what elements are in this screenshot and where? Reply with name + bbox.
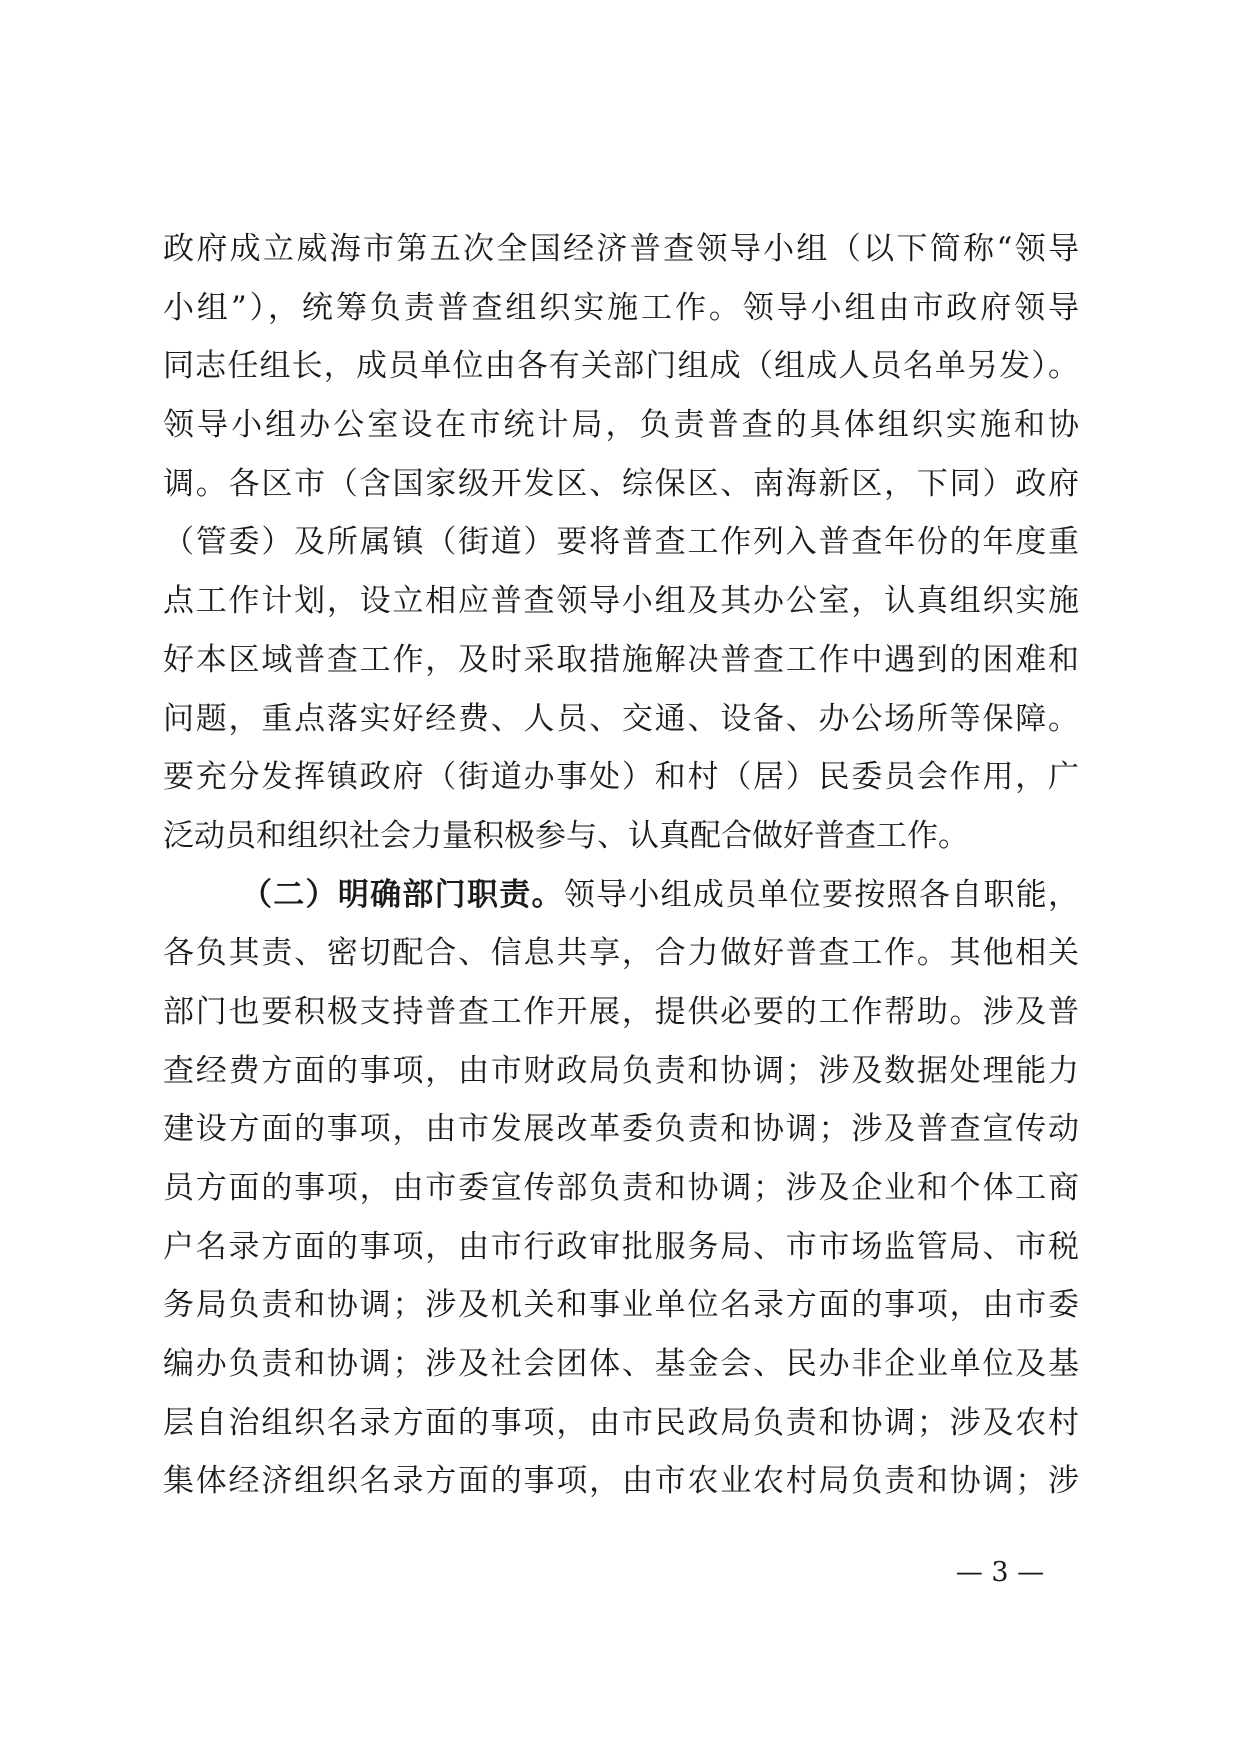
- section-2-line-8: 编办负责和协调；涉及社会团体、基金会、民办非企业单位及基: [163, 1346, 1079, 1383]
- section-2-line-7: 务局负责和协调；涉及机关和事业单位名录方面的事项，由市委: [163, 1287, 1079, 1324]
- section-2-heading: （二）明确部门职责。: [241, 876, 564, 913]
- section-2-first-line: [163, 866, 1079, 925]
- section-2-line-10: 集体经济组织名录方面的事项，由市农业农村局负责和协调；涉: [163, 1463, 1079, 1500]
- text-line-2: 小组”），统筹负责普查组织实施工作。领导小组由市政府领导: [163, 289, 1079, 326]
- text-line-7: 点工作计划，设立相应普查领导小组及其办公室，认真组织实施: [163, 583, 1079, 620]
- text-line-10: 要充分发挥镇政府（街道办事处）和村（居）民委员会作用，广: [163, 759, 1079, 796]
- section-2-line-1: 各负其责、密切配合、信息共享，合力做好普查工作。其他相关: [163, 935, 1079, 972]
- section-2-line-6: 户名录方面的事项，由市行政审批服务局、市市场监管局、市税: [163, 1228, 1079, 1265]
- text-line-4: 领导小组办公室设在市统计局，负责普查的具体组织实施和协: [163, 407, 1079, 444]
- document-body: [163, 220, 1079, 1511]
- text-line-6: （管委）及所属镇（街道）要将普查工作列入普查年份的年度重: [163, 524, 1079, 561]
- section-2-line-3: 查经费方面的事项，由市财政局负责和协调；涉及数据处理能力: [163, 1052, 1079, 1089]
- page-number: — 3 —: [955, 1557, 1045, 1588]
- text-line-5: 调。各区市（含国家级开发区、综保区、南海新区，下同）政府: [163, 465, 1079, 502]
- section-2-line-9: 层自治组织名录方面的事项，由市民政局负责和协调；涉及农村: [163, 1404, 1079, 1441]
- text-line-11: 泛动员和组织社会力量积极参与、认真配合做好普查工作。: [163, 817, 969, 854]
- section-2-first-line-text: 领导小组成员单位要按照各自职能，: [563, 876, 1079, 913]
- text-line-9: 问题，重点落实好经费、人员、交通、设备、办公场所等保障。: [163, 700, 1079, 737]
- section-2-line-4: 建设方面的事项，由市发展改革委负责和协调；涉及普查宣传动: [163, 1111, 1079, 1148]
- text-line-3: 同志任组长，成员单位由各有关部门组成（组成人员名单另发）。: [163, 348, 1079, 385]
- section-2-line-5: 员方面的事项，由市委宣传部负责和协调；涉及企业和个体工商: [163, 1170, 1079, 1206]
- text-line-8: 好本区域普查工作，及时采取措施解决普查工作中遇到的困难和: [163, 641, 1079, 678]
- section-2-line-2: 部门也要积极支持普查工作开展，提供必要的工作帮助。涉及普: [163, 993, 1079, 1030]
- text-line-1: 政府成立威海市第五次全国经济普查领导小组（以下简称“领导: [163, 231, 1079, 267]
